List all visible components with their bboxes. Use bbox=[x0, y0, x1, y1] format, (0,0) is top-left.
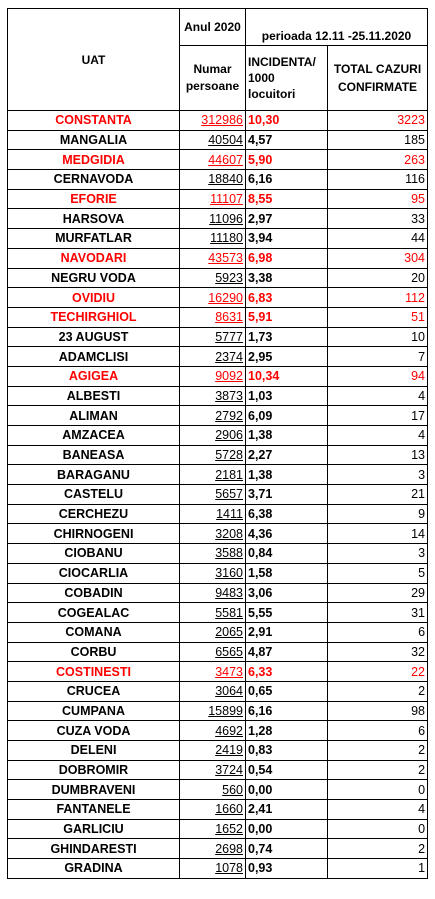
table-row bbox=[8, 189, 428, 209]
total-cases-cell: 29 bbox=[328, 583, 428, 603]
table-row bbox=[8, 248, 428, 268]
header-total-line2: CONFIRMATE bbox=[337, 80, 418, 94]
total-cases-cell: 13 bbox=[328, 445, 428, 465]
header-incidence bbox=[246, 46, 328, 111]
total-cases-cell: 2 bbox=[328, 681, 428, 701]
population-cell bbox=[180, 544, 246, 564]
total-cases-cell: 9 bbox=[328, 504, 428, 524]
uat-cell: MEDGIDIA bbox=[8, 150, 180, 170]
total-cases-cell: 3223 bbox=[328, 111, 428, 131]
population-cell bbox=[180, 445, 246, 465]
total-cases-cell: 185 bbox=[328, 130, 428, 150]
incidence-cell: 6,16 bbox=[246, 170, 328, 190]
population-cell-value: 1660 bbox=[215, 802, 243, 817]
population-cell-value: 3208 bbox=[215, 526, 243, 541]
total-cases-cell: 32 bbox=[328, 642, 428, 662]
population-cell bbox=[180, 800, 246, 820]
population-cell bbox=[180, 839, 246, 859]
population-cell bbox=[180, 780, 246, 800]
population-cell-value: 5581 bbox=[215, 605, 243, 620]
uat-cell: CERCHEZU bbox=[8, 504, 180, 524]
total-cases-cell: 95 bbox=[328, 189, 428, 209]
header-population-line1: Numar bbox=[193, 62, 232, 76]
population-cell-value: 2419 bbox=[215, 743, 243, 758]
population-cell bbox=[180, 130, 246, 150]
total-cases-cell: 51 bbox=[328, 307, 428, 327]
population-cell bbox=[180, 366, 246, 386]
incidence-cell: 10,34 bbox=[246, 366, 328, 386]
header-period: perioada 12.11 -25.11.2020 bbox=[246, 9, 428, 46]
header-total bbox=[328, 46, 428, 111]
population-cell-value: 2906 bbox=[215, 428, 243, 443]
uat-cell: HARSOVA bbox=[8, 209, 180, 229]
total-cases-cell: 94 bbox=[328, 366, 428, 386]
table-row bbox=[8, 111, 428, 131]
table-row bbox=[8, 741, 428, 761]
population-cell-value: 5728 bbox=[215, 448, 243, 463]
population-cell-value: 3873 bbox=[215, 388, 243, 403]
population-cell bbox=[180, 642, 246, 662]
population-cell bbox=[180, 583, 246, 603]
population-cell bbox=[180, 248, 246, 268]
table-row bbox=[8, 307, 428, 327]
header-total-line1: TOTAL CAZURI bbox=[333, 62, 422, 76]
incidence-cell: 1,38 bbox=[246, 426, 328, 446]
total-cases-cell: 98 bbox=[328, 701, 428, 721]
table-row bbox=[8, 800, 428, 820]
uat-cell: MANGALIA bbox=[8, 130, 180, 150]
total-cases-cell: 20 bbox=[328, 268, 428, 288]
uat-cell: NAVODARI bbox=[8, 248, 180, 268]
header-incidence-line3: locuitori bbox=[248, 87, 296, 101]
total-cases-cell: 10 bbox=[328, 327, 428, 347]
incidence-cell: 5,91 bbox=[246, 307, 328, 327]
table-row bbox=[8, 760, 428, 780]
total-cases-cell: 116 bbox=[328, 170, 428, 190]
table-row bbox=[8, 681, 428, 701]
total-cases-cell: 14 bbox=[328, 524, 428, 544]
population-cell bbox=[180, 701, 246, 721]
table-row bbox=[8, 701, 428, 721]
total-cases-cell: 17 bbox=[328, 406, 428, 426]
incidence-cell: 6,98 bbox=[246, 248, 328, 268]
incidence-cell: 5,90 bbox=[246, 150, 328, 170]
population-cell bbox=[180, 524, 246, 544]
table-row bbox=[8, 583, 428, 603]
incidence-cell: 2,27 bbox=[246, 445, 328, 465]
incidence-cell: 3,94 bbox=[246, 229, 328, 249]
header-population-line2: persoane bbox=[185, 79, 240, 93]
population-cell-value: 5777 bbox=[215, 329, 243, 344]
incidence-cell: 1,58 bbox=[246, 563, 328, 583]
population-cell bbox=[180, 209, 246, 229]
header-population bbox=[180, 46, 246, 111]
population-cell-value: 9092 bbox=[215, 369, 243, 384]
uat-cell: CIOBANU bbox=[8, 544, 180, 564]
table-row bbox=[8, 642, 428, 662]
table-row bbox=[8, 288, 428, 308]
population-cell bbox=[180, 150, 246, 170]
table-row bbox=[8, 819, 428, 839]
total-cases-cell: 6 bbox=[328, 622, 428, 642]
population-cell-value: 1652 bbox=[215, 822, 243, 837]
population-cell bbox=[180, 760, 246, 780]
uat-cell: CHIRNOGENI bbox=[8, 524, 180, 544]
population-cell bbox=[180, 189, 246, 209]
population-cell-value: 2698 bbox=[215, 841, 243, 856]
incidence-cell: 2,95 bbox=[246, 347, 328, 367]
total-cases-cell: 0 bbox=[328, 780, 428, 800]
total-cases-cell: 5 bbox=[328, 563, 428, 583]
incidence-cell: 2,97 bbox=[246, 209, 328, 229]
incidence-cell: 0,54 bbox=[246, 760, 328, 780]
table-row bbox=[8, 485, 428, 505]
population-cell-value: 3160 bbox=[215, 566, 243, 581]
total-cases-cell: 0 bbox=[328, 819, 428, 839]
population-cell bbox=[180, 307, 246, 327]
table-row bbox=[8, 662, 428, 682]
incidence-cell: 3,38 bbox=[246, 268, 328, 288]
population-cell bbox=[180, 819, 246, 839]
total-cases-cell: 22 bbox=[328, 662, 428, 682]
incidence-cell: 1,73 bbox=[246, 327, 328, 347]
uat-cell: BARAGANU bbox=[8, 465, 180, 485]
population-cell-value: 2374 bbox=[215, 349, 243, 364]
uat-cell: DOBROMIR bbox=[8, 760, 180, 780]
incidence-cell: 6,33 bbox=[246, 662, 328, 682]
total-cases-cell: 263 bbox=[328, 150, 428, 170]
uat-cell: ALBESTI bbox=[8, 386, 180, 406]
population-cell bbox=[180, 563, 246, 583]
table-row bbox=[8, 563, 428, 583]
table-row bbox=[8, 859, 428, 879]
table-row bbox=[8, 209, 428, 229]
total-cases-cell: 304 bbox=[328, 248, 428, 268]
population-cell-value: 2792 bbox=[215, 408, 243, 423]
population-cell bbox=[180, 741, 246, 761]
uat-cell: NEGRU VODA bbox=[8, 268, 180, 288]
total-cases-cell: 2 bbox=[328, 760, 428, 780]
incidence-cell: 1,28 bbox=[246, 721, 328, 741]
incidence-cell: 4,87 bbox=[246, 642, 328, 662]
incidence-cell: 0,65 bbox=[246, 681, 328, 701]
population-cell-value: 9483 bbox=[215, 585, 243, 600]
population-cell-value: 40504 bbox=[208, 133, 243, 148]
population-cell-value: 43573 bbox=[208, 251, 243, 266]
table-row bbox=[8, 603, 428, 623]
total-cases-cell: 6 bbox=[328, 721, 428, 741]
table-row bbox=[8, 268, 428, 288]
population-cell-value: 5923 bbox=[215, 270, 243, 285]
uat-cell: CORBU bbox=[8, 642, 180, 662]
population-cell bbox=[180, 268, 246, 288]
population-cell bbox=[180, 622, 246, 642]
population-cell-value: 8631 bbox=[215, 310, 243, 325]
table-row bbox=[8, 524, 428, 544]
population-cell bbox=[180, 406, 246, 426]
header-incidence-line1: INCIDENTA/ bbox=[248, 55, 316, 69]
uat-cell: OVIDIU bbox=[8, 288, 180, 308]
incidence-cell: 10,30 bbox=[246, 111, 328, 131]
incidence-cell: 2,91 bbox=[246, 622, 328, 642]
population-cell bbox=[180, 859, 246, 879]
total-cases-cell: 3 bbox=[328, 544, 428, 564]
uat-cell: COGEALAC bbox=[8, 603, 180, 623]
uat-cell: FANTANELE bbox=[8, 800, 180, 820]
uat-cell: DUMBRAVENI bbox=[8, 780, 180, 800]
incidence-cell: 5,55 bbox=[246, 603, 328, 623]
table-row bbox=[8, 721, 428, 741]
population-cell-value: 11107 bbox=[210, 192, 243, 207]
population-cell bbox=[180, 327, 246, 347]
population-cell-value: 5657 bbox=[215, 487, 243, 502]
incidence-cell: 3,06 bbox=[246, 583, 328, 603]
population-cell-value: 1411 bbox=[216, 507, 243, 522]
population-cell-value: 3473 bbox=[215, 664, 243, 679]
uat-cell: CIOCARLIA bbox=[8, 563, 180, 583]
population-cell-value: 312986 bbox=[201, 113, 243, 128]
uat-cell: DELENI bbox=[8, 741, 180, 761]
population-cell-value: 2065 bbox=[215, 625, 243, 640]
total-cases-cell: 4 bbox=[328, 386, 428, 406]
population-cell-value: 11096 bbox=[209, 211, 243, 226]
population-cell-value: 16290 bbox=[208, 290, 243, 305]
incidence-cell: 4,57 bbox=[246, 130, 328, 150]
incidence-cell: 6,16 bbox=[246, 701, 328, 721]
population-cell bbox=[180, 386, 246, 406]
uat-cell: CONSTANTA bbox=[8, 111, 180, 131]
total-cases-cell: 3 bbox=[328, 465, 428, 485]
cases-table-sheet bbox=[7, 8, 427, 879]
uat-cell: ALIMAN bbox=[8, 406, 180, 426]
header-uat: UAT bbox=[8, 9, 180, 111]
incidence-cell: 0,84 bbox=[246, 544, 328, 564]
population-cell-value: 1078 bbox=[215, 861, 243, 876]
table-row bbox=[8, 622, 428, 642]
uat-cell: CERNAVODA bbox=[8, 170, 180, 190]
table-row bbox=[8, 445, 428, 465]
incidence-cell: 6,38 bbox=[246, 504, 328, 524]
table-row bbox=[8, 130, 428, 150]
population-cell bbox=[180, 504, 246, 524]
uat-cell: COMANA bbox=[8, 622, 180, 642]
total-cases-cell: 2 bbox=[328, 839, 428, 859]
table-row bbox=[8, 780, 428, 800]
incidence-cell: 1,03 bbox=[246, 386, 328, 406]
incidence-cell: 0,74 bbox=[246, 839, 328, 859]
population-cell bbox=[180, 662, 246, 682]
uat-cell: CUMPANA bbox=[8, 701, 180, 721]
uat-cell: TECHIRGHIOL bbox=[8, 307, 180, 327]
population-cell-value: 560 bbox=[222, 782, 243, 797]
cases-table-body bbox=[8, 9, 428, 879]
header-year: Anul 2020 bbox=[180, 9, 246, 46]
table-row bbox=[8, 839, 428, 859]
uat-cell: COBADIN bbox=[8, 583, 180, 603]
total-cases-cell: 4 bbox=[328, 426, 428, 446]
total-cases-cell: 21 bbox=[328, 485, 428, 505]
incidence-cell: 8,55 bbox=[246, 189, 328, 209]
table-row bbox=[8, 229, 428, 249]
population-cell-value: 18840 bbox=[208, 172, 243, 187]
uat-cell: GRADINA bbox=[8, 859, 180, 879]
population-cell-value: 2181 bbox=[215, 467, 243, 482]
table-row bbox=[8, 327, 428, 347]
population-cell bbox=[180, 347, 246, 367]
incidence-cell: 0,83 bbox=[246, 741, 328, 761]
population-cell-value: 11180 bbox=[210, 231, 243, 246]
table-row bbox=[8, 406, 428, 426]
uat-cell: AGIGEA bbox=[8, 366, 180, 386]
uat-cell: 23 AUGUST bbox=[8, 327, 180, 347]
uat-cell: GHINDARESTI bbox=[8, 839, 180, 859]
incidence-cell: 6,09 bbox=[246, 406, 328, 426]
uat-cell: EFORIE bbox=[8, 189, 180, 209]
population-cell bbox=[180, 229, 246, 249]
uat-cell: BANEASA bbox=[8, 445, 180, 465]
uat-cell: CRUCEA bbox=[8, 681, 180, 701]
incidence-cell: 0,93 bbox=[246, 859, 328, 879]
incidence-cell: 4,36 bbox=[246, 524, 328, 544]
table-row bbox=[8, 150, 428, 170]
incidence-cell: 3,71 bbox=[246, 485, 328, 505]
population-cell bbox=[180, 681, 246, 701]
uat-cell: GARLICIU bbox=[8, 819, 180, 839]
table-row bbox=[8, 366, 428, 386]
population-cell-value: 15899 bbox=[208, 703, 243, 718]
table-row bbox=[8, 465, 428, 485]
population-cell bbox=[180, 426, 246, 446]
population-cell-value: 3724 bbox=[215, 763, 243, 778]
uat-cell: CUZA VODA bbox=[8, 721, 180, 741]
uat-cell: COSTINESTI bbox=[8, 662, 180, 682]
uat-cell: MURFATLAR bbox=[8, 229, 180, 249]
total-cases-cell: 33 bbox=[328, 209, 428, 229]
population-cell bbox=[180, 721, 246, 741]
table-row bbox=[8, 347, 428, 367]
total-cases-cell: 1 bbox=[328, 859, 428, 879]
uat-cell: AMZACEA bbox=[8, 426, 180, 446]
incidence-cell: 6,83 bbox=[246, 288, 328, 308]
incidence-cell: 0,00 bbox=[246, 780, 328, 800]
table-row bbox=[8, 504, 428, 524]
population-cell-value: 4692 bbox=[215, 723, 243, 738]
total-cases-cell: 7 bbox=[328, 347, 428, 367]
incidence-cell: 1,38 bbox=[246, 465, 328, 485]
population-cell bbox=[180, 288, 246, 308]
header-row-1 bbox=[8, 9, 428, 46]
population-cell-value: 3588 bbox=[215, 546, 243, 561]
header-incidence-line2: 1000 bbox=[248, 71, 275, 85]
population-cell-value: 3064 bbox=[215, 684, 243, 699]
table-row bbox=[8, 386, 428, 406]
population-cell-value: 44607 bbox=[208, 152, 243, 167]
total-cases-cell: 2 bbox=[328, 741, 428, 761]
incidence-cell: 2,41 bbox=[246, 800, 328, 820]
table-row bbox=[8, 426, 428, 446]
uat-cell: CASTELU bbox=[8, 485, 180, 505]
total-cases-cell: 112 bbox=[328, 288, 428, 308]
cases-table bbox=[7, 8, 428, 879]
table-row bbox=[8, 544, 428, 564]
population-cell bbox=[180, 170, 246, 190]
population-cell bbox=[180, 485, 246, 505]
incidence-cell: 0,00 bbox=[246, 819, 328, 839]
total-cases-cell: 4 bbox=[328, 800, 428, 820]
population-cell bbox=[180, 111, 246, 131]
uat-cell: ADAMCLISI bbox=[8, 347, 180, 367]
population-cell bbox=[180, 465, 246, 485]
table-row bbox=[8, 170, 428, 190]
total-cases-cell: 31 bbox=[328, 603, 428, 623]
population-cell bbox=[180, 603, 246, 623]
population-cell-value: 6565 bbox=[215, 644, 243, 659]
total-cases-cell: 44 bbox=[328, 229, 428, 249]
